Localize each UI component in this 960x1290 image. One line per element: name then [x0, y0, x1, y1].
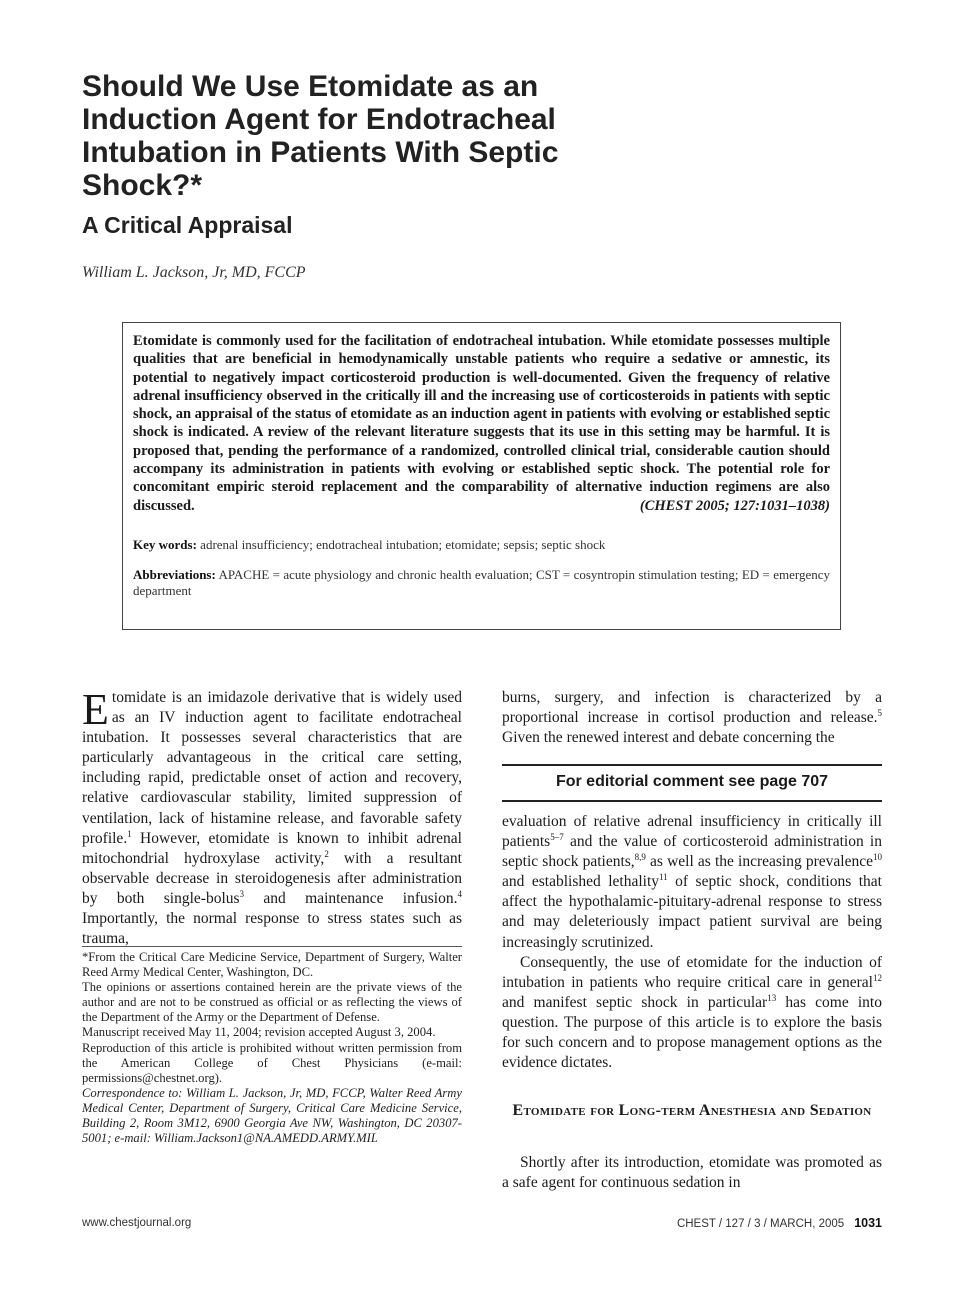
- reference-marker: 1: [127, 828, 132, 839]
- keywords: [133, 537, 830, 553]
- text-run: as well as the increasing prevalence: [645, 853, 873, 871]
- text-run: of septic shock, conditions that affect the hypothalamic-pituitary-adrenal response to stress and may deleteriously impact patient survival are being increasingly scrutinized.: [502, 873, 882, 951]
- text-run: burns, surgery, and infection is characterized by a proportional increase in cortisol production and release.: [502, 689, 882, 727]
- text-run: Importantly, the normal response to stress states such as trauma,: [82, 910, 462, 948]
- intro-paragraph: [82, 685, 462, 949]
- paragraph-continued: [502, 688, 882, 748]
- author-byline: William L. Jackson, Jr, MD, FCCP: [82, 264, 306, 281]
- body-column-left: [82, 685, 462, 949]
- footnote-disclaimer: The opinions or assertions contained herein are the private views of the author and are not to be construed as official or as reflecting the views of the Department of the Army or the Department of Defense.: [82, 980, 462, 1025]
- body-column-right: [502, 688, 882, 748]
- text-run: Given the renewed interest and debate concerning the: [502, 729, 835, 747]
- reference-marker: 3: [239, 888, 245, 899]
- text-run: However, etomidate is known to inhibit adrenal mitochondrial hydroxylase activity,: [82, 829, 462, 867]
- paragraph: [502, 812, 882, 953]
- text-run: evaluation of relative adrenal insufficiency in critically ill patients: [502, 813, 882, 851]
- reference-marker: 10: [873, 852, 882, 863]
- editorial-comment-note: For editorial comment see page 707: [502, 764, 882, 802]
- page-number: 1031: [854, 1216, 882, 1230]
- journal-issue: CHEST / 127 / 3 / MARCH, 2005: [676, 1218, 845, 1230]
- footnotes: [82, 950, 462, 1146]
- drop-cap: E: [82, 685, 109, 734]
- text-run: and the value of corticosteroid administration in septic shock patients,: [502, 833, 882, 871]
- reference-marker: 5–7: [550, 831, 564, 842]
- paragraph: [502, 953, 882, 1074]
- journal-website: www.chestjournal.org: [82, 1217, 192, 1229]
- text-run: has come into question. The purpose of this article is to explore the basis for such concern and to propose management options as the evidence dictates.: [502, 993, 882, 1072]
- section-body: [502, 1153, 882, 1193]
- text-run: and established lethality: [502, 873, 659, 891]
- reference-marker: 5: [877, 707, 882, 718]
- text-run: with a resultant observable decrease in steroidogenesis after administration by both single-bolus: [82, 849, 462, 907]
- keywords-label: Key words:: [133, 536, 197, 552]
- text-run: and manifest septic shock in particular: [502, 993, 768, 1011]
- paragraph: Shortly after its introduction, etomidate was promoted as a safe agent for continuous sedation in: [502, 1154, 882, 1192]
- journal-footer: [677, 1216, 882, 1230]
- text-run: and maintenance infusion.: [244, 889, 458, 907]
- footnote-reproduction: Reproduction of this article is prohibited without written permission from the American College of Chest Physicians (e-mail: permissions@chestnet.org).: [82, 1040, 462, 1085]
- footnote-correspondence: Correspondence to: William L. Jackson, Jr, MD, FCCP, Walter Reed Army Medical Center, Department of Surgery, Critical Care Medicine Service, Building 2, Room 3M12, 6900 Georgia Ave NW, Washington, DC 20307-5001; e-mail: William.Jackson1@NA.AMEDD.ARMY.MIL: [82, 1085, 462, 1146]
- abbreviations-label: Abbreviations:: [133, 566, 216, 582]
- article-subtitle: A Critical Appraisal: [82, 212, 293, 238]
- abstract: [133, 332, 830, 515]
- keywords-text: adrenal insufficiency; endotracheal intubation; etomidate; sepsis; septic shock: [200, 536, 606, 552]
- body-column-right-continued: [502, 812, 882, 1073]
- article-title: Should We Use Etomidate as an Induction Agent for Endotracheal Intubation in Patients With Septic Shock?*: [82, 70, 559, 202]
- footnote-affiliation: *From the Critical Care Medicine Service, Department of Surgery, Walter Reed Army Medical Center, Washington, DC.: [82, 950, 462, 980]
- reference-marker: 8,9: [634, 852, 646, 863]
- reference-marker: 12: [873, 972, 882, 983]
- abbreviations-text: APACHE = acute physiology and chronic health evaluation; CST = cosyntropin stimulation testing; ED = emergency department: [133, 566, 830, 598]
- reference-marker: 11: [659, 872, 668, 883]
- text-run: Consequently, the use of etomidate for the induction of intubation in patients who require critical care in general: [502, 953, 882, 991]
- abstract-citation: (CHEST 2005; 127:1031–1038): [639, 497, 830, 514]
- footnote-divider: [82, 946, 462, 947]
- text-run: tomidate is an imidazole derivative that is widely used as an IV induction agent to facilitate endotracheal intubation. It possesses several characteristics that are particularly advantageous in the critical care setting, including rapid, predictable onset of action and recovery, relative cardiovascular stability, limited suppression of ventilation, lack of histamine release, and favorable safety profile.: [82, 689, 462, 847]
- reference-marker: 4: [457, 888, 462, 899]
- abbreviations: [133, 567, 830, 599]
- abstract-box: [122, 322, 841, 630]
- section-heading: Etomidate for Long-term Anesthesia and Sedation: [512, 1102, 872, 1119]
- reference-marker: 2: [324, 848, 329, 859]
- reference-marker: 13: [767, 992, 777, 1003]
- footnote-manuscript-dates: Manuscript received May 11, 2004; revision accepted August 3, 2004.: [82, 1025, 436, 1040]
- abstract-text: Etomidate is commonly used for the facilitation of endotracheal intubation. While etomidate possesses multiple qualities that are beneficial in hemodynamically unstable patients who require a sedative or amnestic, its potential to negatively impact corticosteroid production is well-documented. Given the frequency of relative adrenal insufficiency observed in the critically ill and the increasing use of corticosteroids in patients with septic shock, an appraisal of the status of etomidate as an induction agent in patients with evolving or established septic shock is indicated. A review of the relevant literature suggests that its use in this setting may be harmful. It is proposed that, pending the performance of a randomized, controlled clinical trial, considerable caution should accompany its administration in patients with evolving or established septic shock. The potential role for concomitant empiric steroid replacement and the comparability of alternative induction regimens are also discussed.: [133, 333, 830, 514]
